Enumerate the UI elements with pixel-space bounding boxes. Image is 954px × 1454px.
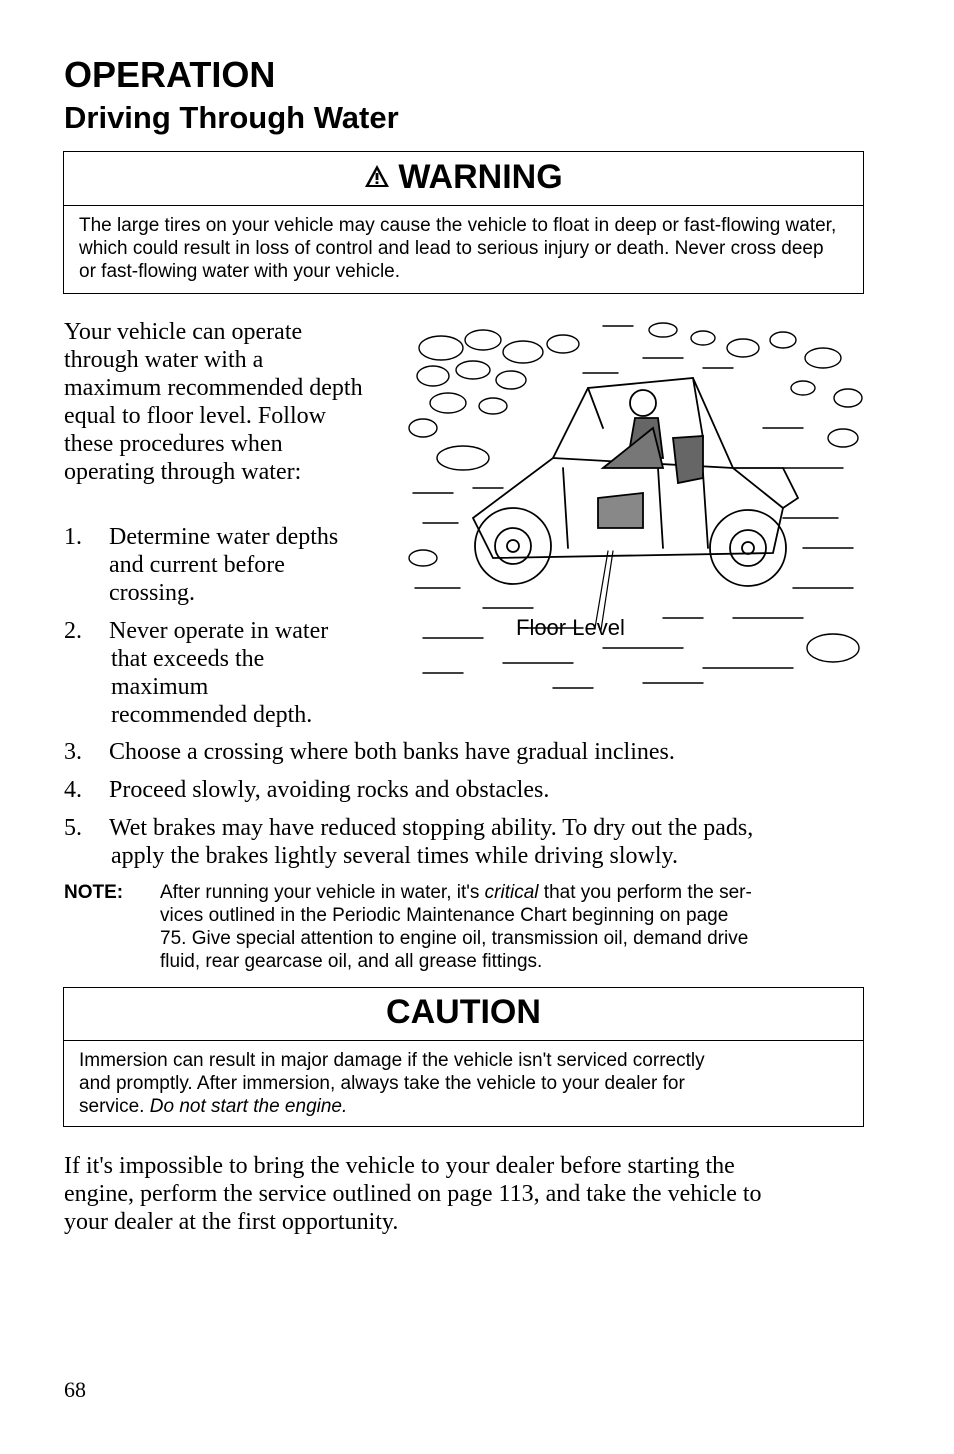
list-item	[64, 738, 864, 766]
caution-text	[64, 1041, 863, 1118]
page-number: 68	[64, 1377, 86, 1402]
list-item	[64, 617, 394, 729]
step-text: that exceeds the	[111, 646, 265, 672]
intro-paragraph: Your vehicle can operate through water with a maximum recommended depth equal to floor level. Follow these procedures when operating through water:	[64, 319, 363, 485]
step-number: 5.	[64, 815, 82, 841]
rock-bank-icon	[409, 323, 862, 662]
caution-box	[63, 987, 864, 1127]
step-text: apply the brakes lightly several times while driving slowly.	[111, 843, 678, 869]
step-text: maximum	[111, 674, 209, 700]
step-number: 3.	[64, 739, 82, 765]
warning-text: The large tires on your vehicle may cause the vehicle to float in deep or fast-flowing water, which could result in loss of control and lead to serious injury or death. Never cross deep or fast-flowing water with your vehicle.	[79, 215, 837, 282]
note-emphasis: critical	[484, 882, 539, 903]
list-item	[64, 523, 394, 609]
caution-text-part: service.	[79, 1096, 150, 1117]
note-text-line: fluid, rear gearcase oil, and all grease fittings.	[160, 951, 543, 972]
closing-line: If it's impossible to bring the vehicle to your dealer before starting the	[64, 1153, 735, 1179]
step-text: and current before	[109, 552, 285, 578]
caution-text-line: Immersion can result in major damage if the vehicle isn't serviced correctly	[79, 1050, 705, 1071]
step-text: Choose a crossing where both banks have gradual inclines.	[109, 739, 675, 765]
list-item	[64, 814, 864, 870]
floor-level-label: Floor Level	[516, 615, 625, 640]
step-text: Never operate in water	[109, 618, 329, 644]
step-text: recommended depth.	[111, 702, 313, 728]
note-label: NOTE:	[64, 882, 124, 903]
warning-heading: WARNING	[398, 158, 563, 196]
step-number: 1.	[64, 524, 82, 550]
note-text-part: that you perform the ser-	[538, 882, 752, 903]
list-item	[64, 776, 864, 804]
step-number: 4.	[64, 777, 82, 803]
note-text	[160, 881, 862, 973]
note-text-line: 75. Give special attention to engine oil, transmission oil, demand drive	[160, 928, 749, 949]
caution-heading: CAUTION	[64, 988, 863, 1041]
closing-line: engine, perform the service outlined on page 113, and take the vehicle to	[64, 1181, 762, 1207]
step-number: 2.	[64, 618, 82, 644]
step-text: Wet brakes may have reduced stopping ability. To dry out the pads,	[109, 815, 754, 841]
caution-emphasis: Do not start the engine.	[149, 1096, 348, 1117]
warning-heading-row	[64, 152, 863, 206]
note-text-part: After running your vehicle in water, it's	[160, 882, 485, 903]
step-text: Proceed slowly, avoiding rocks and obstacles.	[109, 777, 550, 803]
closing-line: your dealer at the first opportunity.	[64, 1209, 399, 1235]
caution-text-line: and promptly. After immersion, always take the vehicle to your dealer for	[79, 1073, 685, 1094]
vehicle-in-water-illustration	[403, 318, 864, 702]
warning-box	[63, 151, 864, 294]
page-title: Driving Through Water	[64, 100, 399, 135]
warning-triangle-icon	[364, 164, 390, 188]
closing-paragraph	[64, 1152, 864, 1236]
step-text: crossing.	[109, 580, 195, 606]
step-text: Determine water depths	[109, 524, 339, 550]
note-text-line: vices outlined in the Periodic Maintenance Chart beginning on page	[160, 905, 729, 926]
section-title: OPERATION	[64, 54, 276, 95]
